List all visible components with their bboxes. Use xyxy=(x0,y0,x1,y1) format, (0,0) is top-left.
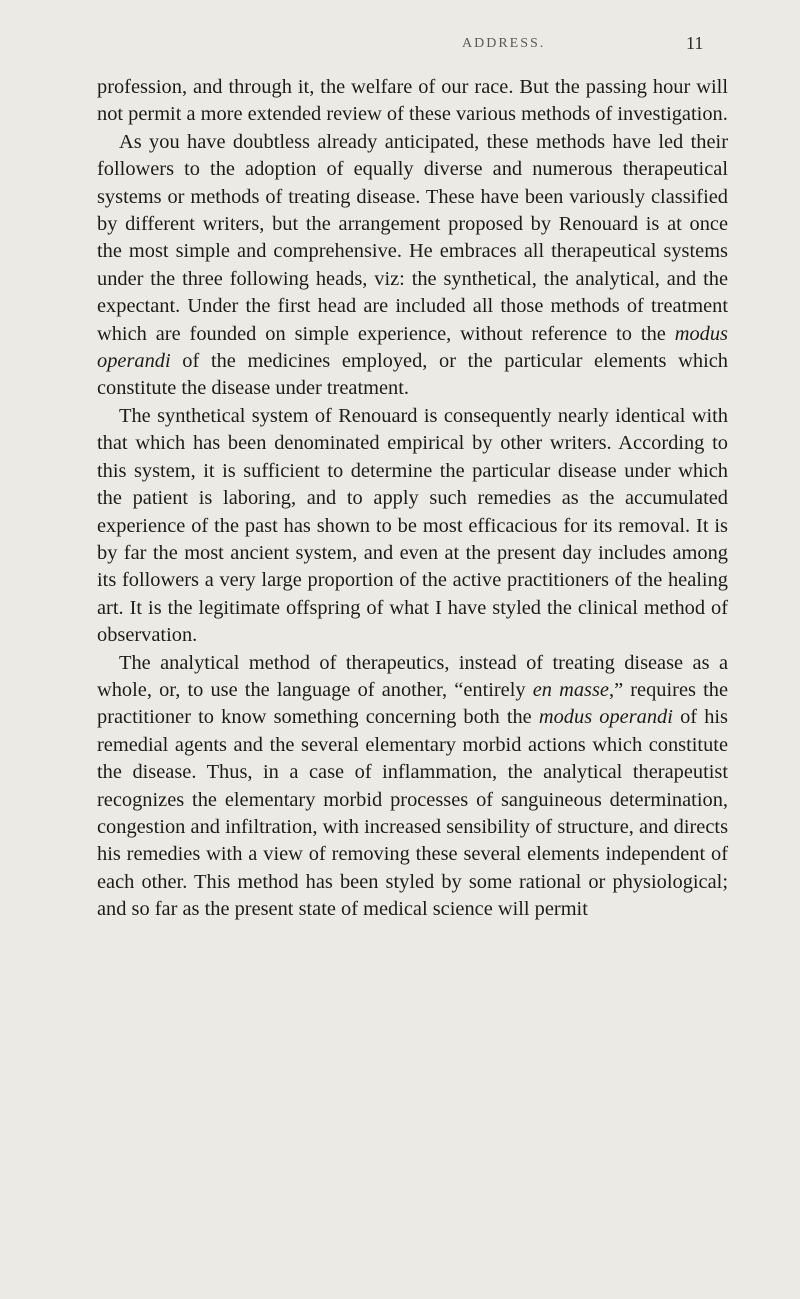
paragraph-text: The analytical method of therapeutics, instead of treating disease as a whole, or, to use the language of another, “entirely xyxy=(97,651,728,701)
paragraph-4 xyxy=(97,650,728,924)
running-head: ADDRESS. xyxy=(462,36,546,51)
italic-phrase: modus operandi xyxy=(538,706,673,729)
italic-phrase: modus operandi xyxy=(97,322,728,373)
paragraph-2 xyxy=(97,129,728,403)
paragraph-1 xyxy=(97,74,728,129)
paragraph-text: profession, and through it, the welfare of our race. But the passing hour will not permit a more extended review of these various methods of investigation. xyxy=(97,76,728,126)
paragraph-text: of the medicines employed, or the particular elements which constitute the disease under treatment. xyxy=(97,350,728,400)
paragraph-text: The synthetical system of Renouard is consequently nearly identical with that which has been denominated empirical by other writers. According to this system, it is sufficient to determine the particular disease under which the patient is laboring, and to apply such remedies as the accumulated experience of the past has shown to be most efficacious for its removal. It is by far the most ancient system, and even at the present day includes among its followers a very large proportion of the active practitioners of the healing art. It is the legitimate offspring of what I have styled the clinical method of observation. xyxy=(97,404,728,647)
body-text xyxy=(97,74,728,924)
paragraph-text: of his remedial agents and the several elementary morbid actions which constitute the disease. Thus, in a case of inflammation, the analytical therapeutist recognizes the elementary morbid processes of sanguineous determination, congestion and infiltration, with increased sensibility of structure, and directs his remedies with a view of removing these several elements independent of each other. This method has been styled by some rational or physiological; and so far as the present state of medical science will permit xyxy=(97,706,728,921)
italic-phrase: en masse xyxy=(532,678,609,701)
paragraph-text: As you have doubtless already anticipated, these methods have led their followers to the adoption of equally diverse and numerous therapeutical systems or methods of treating disease. These have been variously classified by different writers, but the arrangement proposed by Renouard is at once the most simple and comprehensive. He embraces all therapeutical systems under the three following heads, viz: the synthetical, the analytical, and the expectant. Under the first head are included all those methods of treatment which are founded on simple experience, without reference to the xyxy=(97,130,728,345)
page-number: 11 xyxy=(686,33,704,53)
paragraph-3 xyxy=(97,403,728,650)
paragraph-text: ,” requires the practitioner to know something concerning both the xyxy=(97,678,728,729)
page-header xyxy=(0,33,800,62)
